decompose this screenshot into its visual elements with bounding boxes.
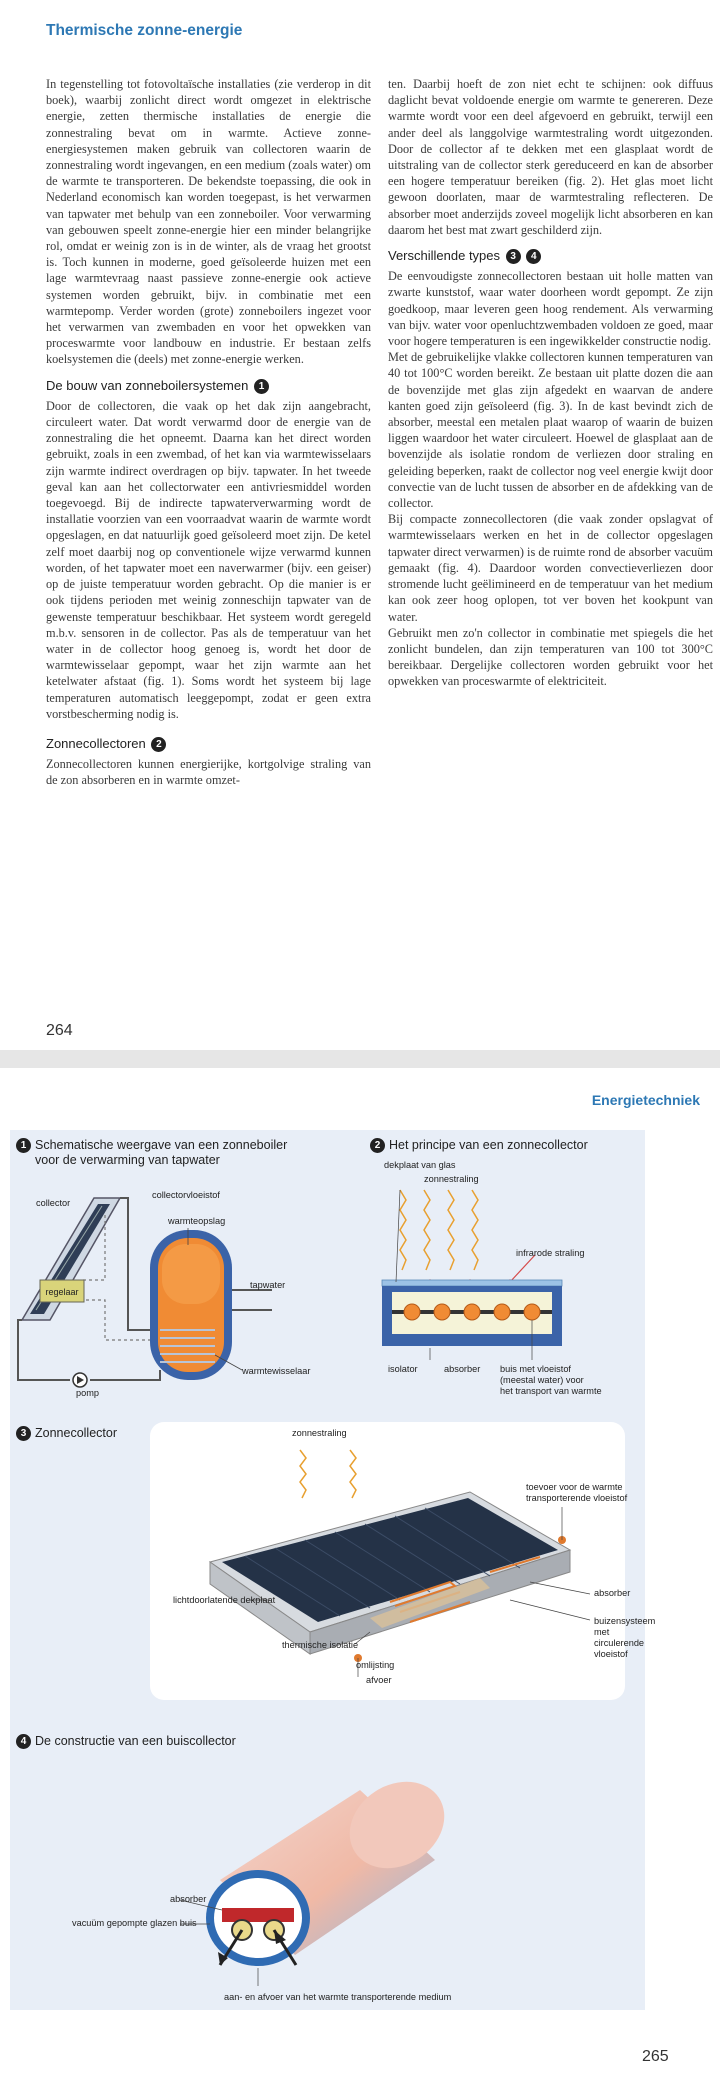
heading-zonnecollectoren: [46, 736, 371, 752]
fig2-badge: 2: [370, 1138, 385, 1153]
fig3-label-zonnestraling: zonnestraling: [292, 1428, 347, 1438]
fig2-label-infrarode: infrarode straling: [516, 1248, 585, 1258]
col2-paragraph-4: Bij compacte zonnecollectoren (die vaak zonder opslagvat of warmtewisselaars werken en het in de collector opgeslagen tapwater direct verwarmen) is de ruimte rond de absorber vacuüm gemaakt (fig. 4). Daardoor worden convectieverliezen door stromende lucht geëlimineerd en de temperatuur van het medium kan ook zeer hoog oplopen, tot ver boven het kookpunt van water.: [388, 512, 713, 624]
fig2-title: [370, 1138, 588, 1153]
fig4-title-text: De constructie van een buiscollector: [35, 1734, 236, 1748]
heading-types-text: Verschillende types: [388, 248, 501, 264]
fig2-label-dekplaat: dekplaat van glas: [384, 1160, 456, 1170]
fig3-label-omlijsting: omlijsting: [356, 1660, 395, 1670]
figure-badge-4: 4: [526, 249, 541, 264]
fig1-title-line1: Schematische weergave van een zonneboiler: [35, 1138, 288, 1152]
figure-badge-2: 2: [151, 737, 166, 752]
fig3-label-toevoer-line1: toevoer voor de warmte: [526, 1482, 623, 1492]
fig3-label-lichtdoorlatende: lichtdoorlatende dekplaat: [173, 1595, 276, 1605]
fig1-title-line2: voor de verwarming van tapwater: [35, 1153, 220, 1167]
fig3-label-toevoer-line2: transporterende vloeistof: [526, 1493, 628, 1503]
col2-paragraph-2: De eenvoudigste zonnecollectoren bestaan uit holle matten van zwarte kunststof, waar water doorheen wordt gepompt. Ze zijn goedkoop, maar leveren geen hoog rendement. Als verwarming van bijv. water voor openluchtzwembaden voldoen ze goed, maar voor hogere temperaturen is een ingewikkelder constructie nodig.: [388, 269, 713, 349]
section-title: Thermische zonne-energie: [46, 22, 243, 39]
fig3-title: [16, 1426, 117, 1441]
page-number-265: 265: [642, 2048, 669, 2065]
heading-types: [388, 248, 713, 264]
fig3-badge: 3: [16, 1426, 31, 1441]
glass-cover: [382, 1280, 562, 1286]
tapwater-pipes: [232, 1290, 272, 1310]
fig2-label-absorber: absorber: [444, 1364, 481, 1374]
fig1-label-tapwater: tapwater: [250, 1280, 286, 1290]
fig3-label-toevoer: [526, 1482, 627, 1504]
heading-bouw-text: De bouw van zonneboilersystemen: [46, 377, 249, 393]
fig1-label-collectorvloeistof: collectorvloeistof: [152, 1190, 220, 1200]
heading-bouw: [46, 378, 371, 394]
running-head: Energietechniek: [591, 1092, 700, 1108]
intro-paragraph: In tegenstelling tot fotovoltaïsche installaties (zie verderop in dit boek), waarbij zonlicht direct wordt omgezet in elektrische energie, zetten thermische installaties de energie die zonnestraling bevat om in warmte. Actieve zonne-energiesystemen maken gebruik van collectoren waarin de zonnestraling wordt ingevangen, en een medium (zoals water) om de warmte te transporteren. De bekendste toepassing, die ook in Nederland economisch kan worden toegepast, is het verwarmen van tapwater met behulp van een zonneboiler. Voor verwarming van gebouwen speelt zonne-energie hier een minder belangrijke rol, omdat er weinig zon is in de winter, als de vraag het grootst is. Toch kunnen in moderne, goed geïsoleerde huizen met een lage warmtevraag naast passieve zonne-energie ook actieve systemen worden gebruikt, bijv. in combinatie met een warmtepomp. Verder worden (grote) zonneboilers ingezet voor het verwarmen van zwembaden en voor het opwekken van proceswarmte voor landbouw en industrie. Er bestaan zelfs koelsystemen die (deels) met zonne-energie werken.: [46, 77, 371, 367]
figure-area: [10, 1130, 656, 2010]
fig2-label-buis-line2: (meestal water) voor: [500, 1375, 584, 1385]
figure-badge-1: 1: [254, 379, 269, 394]
col2-paragraph-5: Gebruikt men zo'n collector in combinatie met spiegels die het zonlicht bundelen, dan zijn temperaturen van 100 tot 300°C bereikbaar. Dergelijke collectoren worden gebruikt voor het opwekken van proceswarmte of elektriciteit.: [388, 625, 713, 689]
fig4-label-aanafvoer: aan- en afvoer van het warmte transporterende medium: [224, 1992, 452, 2002]
absorber-strip: [222, 1908, 294, 1922]
fig2-label-isolator: isolator: [388, 1364, 418, 1374]
figure-badge-3: 3: [506, 249, 521, 264]
fig4-title: [16, 1734, 236, 1749]
fig2-label-buis-line3: het transport van warmte: [500, 1386, 602, 1396]
fig1-badge: 1: [16, 1138, 31, 1153]
fig2-principle-diagram: [370, 1170, 640, 1380]
regelaar-label: regelaar: [45, 1287, 79, 1297]
text-column-left: [46, 76, 371, 789]
fig4-badge: 4: [16, 1734, 31, 1749]
fig1-label-warmtewisselaar: warmtewisselaar: [242, 1366, 311, 1376]
fig2-label-zonnestraling: zonnestraling: [424, 1174, 479, 1184]
fig4-label-absorber: absorber: [170, 1894, 207, 1904]
page-265: [0, 1068, 720, 2090]
fig3-label-buizensysteem: [594, 1616, 655, 1660]
heading-zonnecollectoren-text: Zonnecollectoren: [46, 735, 146, 751]
fig2-title-text: Het principe van een zonnecollector: [389, 1138, 588, 1152]
fig4-tube-collector-illustration: [160, 1770, 480, 2000]
fig3-title-text: Zonnecollector: [35, 1426, 117, 1440]
fig3-collector-illustration: [150, 1422, 628, 1700]
fig1-title: [16, 1138, 287, 1168]
page-number-264: 264: [46, 1022, 73, 1039]
fig3-label-buizen-line1: buizensysteem: [594, 1616, 656, 1626]
fig3-label-thermische: thermische isolatie: [282, 1640, 359, 1650]
col2-paragraph-3: Met de gebruikelijke vlakke collectoren kunnen temperaturen van 40 tot 100°C worden bereikt. Ze bestaan uit platte dozen die aan de bovenzijde met glas zijn afgedekt en waarvan de andere kanten goed zijn geïsoleerd (fig. 3). In de kast bevindt zich de absorber, meestal een metalen plaat waarop of waarin de buizen liggen waardoor het water circuleert. Hoewel de glasplaat aan de bovenzijde als isolatie rondom de verliezen door straling en geleiding beperken, raakt de collector nog veel energie kwijt door convectie van de lucht tussen de absorber en de afdekking van de collector.: [388, 350, 713, 511]
zonnecollectoren-paragraph: Zonnecollectoren kunnen energierijke, kortgolvige straling van de zon absorberen en in warmte omzet-: [46, 757, 371, 788]
fig4-label-vacuum: vacuüm gepompte glazen buis: [72, 1918, 197, 1928]
fig3-sun-rays: [300, 1450, 356, 1498]
bouw-paragraph: Door de collectoren, die vaak op het dak zijn aangebracht, circuleert water. Dat wordt verwarmd door de energie van de zonnestraling die het opneemt. Daarna kan het direct worden gebruikt, zoals in een zwembad, of het kan via warmtewisselaars zijn warmte indirect overdragen op bijv. tapwater. In het tweede geval kan aan het collectorwater een antivriesmiddel worden toegevoegd. Bij de indirecte tapwaterverwarming wordt de installatie voorzien van een voorraadvat waarin de warmte wordt opgeslagen, en dat natuurlijk goed geïsoleerd moet zijn. De ketel zelf moet daarbij nog op conventionele wijze verwarmd kunnen worden, of het tapwater moet een naverwarmer (bijv. een geiser) op de juiste temperatuur worden gebracht. Op die manier is er ook tijdens perioden met weinig zonneschijn tapwater van de gewenste temperatuur beschikbaar. Het systeem wordt geregeld m.b.v. sensoren in de collector. Pas als de temperatuur van het water in de collector hoog genoeg is, wordt het door de warmtewisselaar gepompt, waar het zijn warmte aan het ketelwater afstaat (fig. 1). Soms wordt het systeem bij lage temperaturen automatisch leeggepompt, zodat er geen extra vorstbescherming nodig is.: [46, 398, 371, 721]
fig3-label-absorber: absorber: [594, 1588, 631, 1598]
fig1-label-collector: collector: [36, 1198, 71, 1208]
fig3-label-buizen-line2: met circulerende: [594, 1627, 645, 1648]
sun-rays: [400, 1190, 478, 1270]
fig1-label-warmteopslag: warmteopslag: [168, 1216, 226, 1226]
text-column-right: [388, 76, 713, 690]
fig3-label-buizen-line3: vloeistof: [594, 1649, 628, 1659]
col2-paragraph-1: ten. Daarbij hoeft de zon niet echt te schijnen: ook diffuus daglicht bevat voldoende energie om warmte te genereren. Deze warmte wordt voor een deel afgevoerd en gebruikt, terwijl een ander deel als langgolvige warmtestraling wordt uitgezonden. Door de collector af te dekken met een glasplaat wordt de uitstraling van de collector sterk gereduceerd en kan de absorber een hogere temperatuur bereiken (fig. 2). Het glas moet licht gewoon doorlaten, maar de warmtestraling reflecteren. De absorber moet anderzijds zoveel mogelijk licht absorberen en kan daarom het best mat zwart geschilderd zijn.: [388, 77, 713, 237]
fig2-label-buis: [500, 1364, 602, 1397]
fig2-label-buis-line1: buis met vloeistof: [500, 1364, 571, 1374]
fig1-label-pomp: pomp: [76, 1388, 99, 1398]
fig3-label-afvoer: afvoer: [366, 1675, 392, 1685]
page-gap: [0, 1050, 720, 1068]
